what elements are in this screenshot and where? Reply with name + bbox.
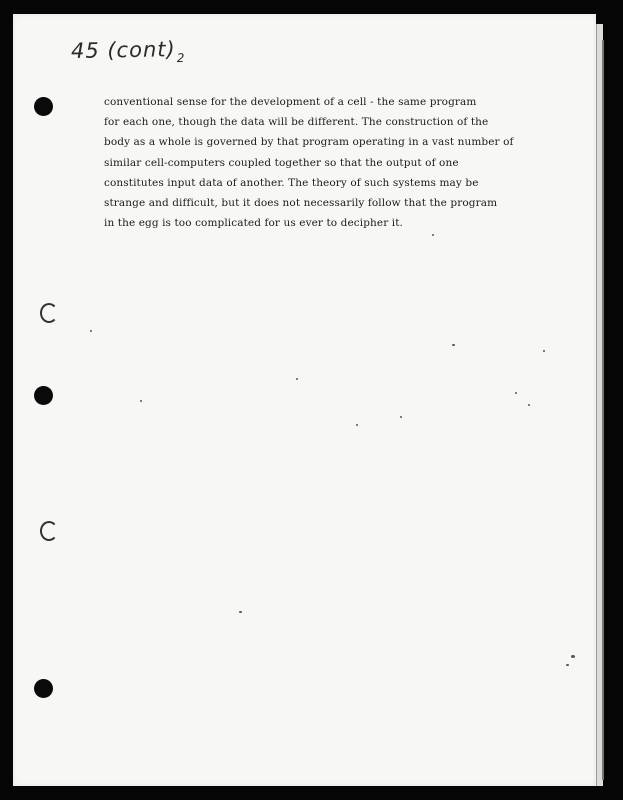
text-line: in the egg is too complicated for us ever to decipher it. [104,217,403,230]
scan-speck [90,330,92,332]
text-line: similar cell-computers coupled together so that the output of one [104,156,459,169]
text-line: for each one, though the data will be different. The construction of the [104,116,489,129]
scan-speck [571,655,575,658]
scan-speck [239,611,242,613]
punch-hole [34,679,53,698]
binder-ring-mark [40,303,58,323]
body-paragraph [104,92,544,233]
scan-speck [296,378,298,380]
scan-speck [140,400,142,402]
scan-speck [356,424,358,426]
handwritten-page-number [71,37,186,67]
page-label: 45 (cont) [70,37,176,63]
underlying-page-edge-shadow [602,40,604,780]
scan-speck [528,404,530,406]
scan-speck [543,350,545,352]
binder-ring-mark [40,521,58,541]
scan-speck [400,416,402,418]
text-line: constitutes input data of another. The theory of such systems may be [104,176,479,189]
text-line: body as a whole is governed by that program operating in a vast number of [104,136,514,149]
scan-speck [515,392,517,394]
text-line: strange and difficult, but it does not necessarily follow that the program [104,197,498,210]
punch-hole [34,97,53,116]
page-subscript: 2 [176,51,186,66]
punch-hole [34,386,53,405]
scan-speck [432,234,434,236]
text-line: conventional sense for the development of a cell - the same program [104,96,477,108]
scan-speck [566,664,569,666]
scan-speck [452,344,455,346]
